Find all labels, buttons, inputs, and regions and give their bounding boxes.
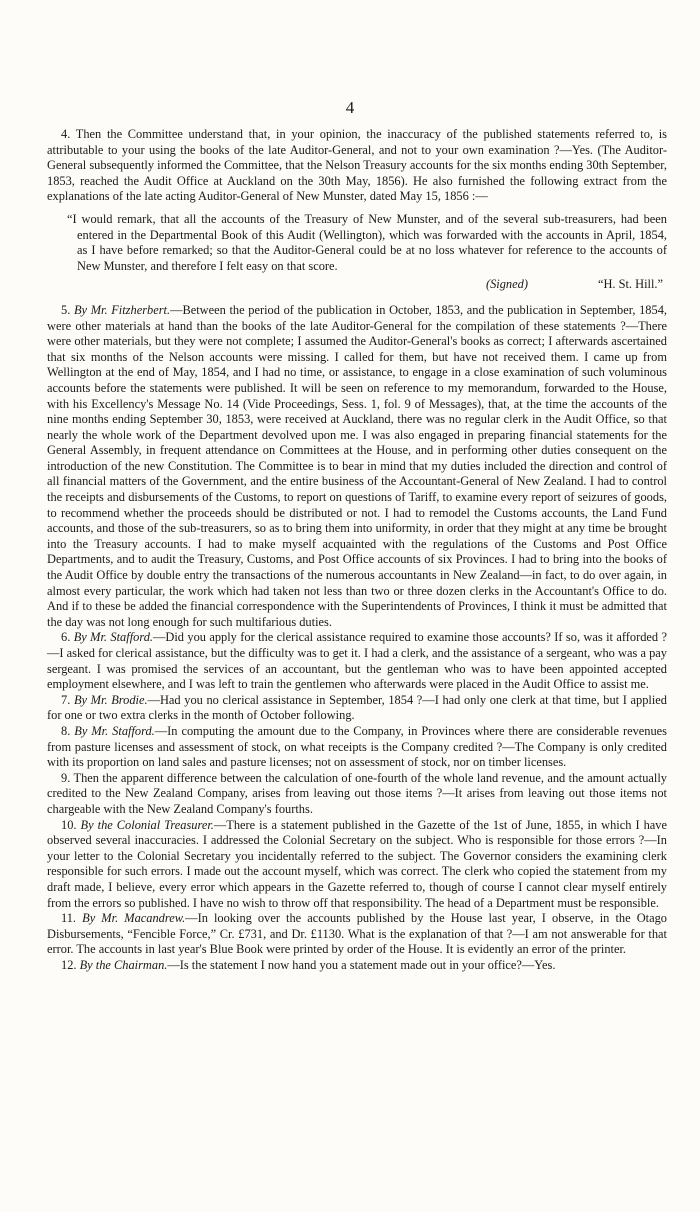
paragraph-7 [47, 693, 667, 724]
paragraph-number: 9. [61, 770, 71, 785]
paragraph-8 [47, 724, 667, 771]
speaker: By Mr. Stafford. [74, 723, 155, 738]
speaker: By Mr. Brodie. [73, 692, 148, 707]
paragraph-5 [47, 303, 667, 630]
signature-line [77, 277, 663, 293]
signed-label: (Signed) [485, 277, 528, 292]
paragraph-6 [47, 630, 667, 692]
paragraph-number: 5. [61, 302, 71, 317]
paragraph-12 [47, 958, 667, 974]
speaker: By Mr. Fitzherbert. [73, 302, 171, 317]
page-number: 4 [345, 98, 355, 117]
paragraph-9 [47, 771, 667, 818]
speaker: By Mr. Macandrew. [82, 911, 186, 926]
paragraph-text: —There is a statement published in the Gazette of the 1st of June, 1855, in which I have observed several inaccuracies. I addressed the Colonial Secretary on the subject. Who is responsible for those errors ?—In your letter to the Colonial Secretary you incidentally referred to the subject. The Governor considers the examining clerk responsible for such errors. I made out the account myself, which was correct. The clerk who copied the statement from my draft made, I believe, every error which appears in the Gazette referred to, though of course I cannot clear myself entirely from the errors so published. I have no wish to throw off that responsibility. The head of a Department must be responsible. [47, 817, 667, 910]
paragraph-text: Then the Committee understand that, in your opinion, the inaccuracy of the published statements referred to, is attributable to your using the books of the late Auditor-General, and not to your own examination ?—Yes. (The Auditor-General subsequently informed the Committee, that the Nelson Treasury accounts for the six months ending 30th September, 1853, reached the Audit Office at Auckland on the 30th May, 1856). He also furnished the following extract from the explanations of the late acting Auditor-General of New Munster, dated May 15, 1856 :— [47, 127, 667, 204]
paragraph-text: —Between the period of the publication in October, 1853, and the publication in September, 1854, were other materials at hand than the books of the late Auditor-General for the compilation of these statements ?—There were other materials, but they were not complete; I assumed the Auditor-General's books as correct; I afterwards ascertained that six months of the Nelson accounts were missing. I called for them, but have not received them. I came up from Wellington at the end of May, 1854, and I had no time, or assistance, to engage in a close examination of such voluminous accounts before the statements were published. It will be seen on reference to my memorandum, forwarded to the House, with his Excellency's Message No. 14 (Vide Proceedings, Sess. 1, fol. 9 of Messages), that, at the time the accounts of the nine months ending September 30, 1853, were received at Auckland, there was no regular clerk in the Audit Office, so that nearly the whole work of the Department devolved upon me. I was also engaged in preparing financial statements for the General Assembly, in frequent attendance on Committees at the House, and in performing other duties consequent on the introduction of the new Constitution. The Committee is to bear in mind that my duties included the direction and control of all financial matters of the Government, and the entire business of the Accountant-General of New Zealand. I had to control the receipts and disbursements of the Customs, to report on questions of Tariff, to examine every report of seizures of goods, to recommend whether the proceeds should be distributed or not. I had to remodel the Customs accounts, the Land Fund accounts, and those of the sub-treasurers, so as to bring them into uniformity, in order that they might at any time be brought into the Treasury accounts. I had to make myself acquainted with the regulations of the Customs and Post Office Departments, and to audit the Treasury, Customs, and Post Office accounts of six Provinces. I had to bring into the books of the Audit Office by double entry the transactions of the numerous accountants in New Zealand—in fact, to do over again, in almost every particular, the work which had taken not less than two or three dozen clerks in the Accountant's Office to do. And if to these be added the financial correspondence with the Superintendents of Provinces, I think it must be admitted that the day was not long enough for such multifarious duties. [47, 302, 667, 629]
speaker: By the Colonial Treasurer. [80, 817, 214, 832]
paragraph-number: 6. [61, 630, 71, 645]
paragraph-10 [47, 818, 667, 912]
paragraph-text: —Had you no clerical assistance in September, 1854 ?—I had only one clerk at that time, but I applied for one or two extra clerks in the month of October following. [47, 692, 667, 723]
paragraph-number: 8. [61, 723, 71, 738]
paragraph-number: 10. [61, 817, 77, 832]
quotation-text: “I would remark, that all the accounts of the Treasury of New Munster, and of the several sub-treasurers, had been entered in the Departmental Book of this Audit (Wellington), which was forwarded with the accounts in April, 1854, as I have before remarked; so that the Auditor-General could be at no loss whatever for reference to the accounts of New Munster, and therefore I felt easy on that score. [67, 211, 667, 273]
speaker: By Mr. Stafford. [73, 630, 153, 645]
paragraph-number: 7. [61, 692, 71, 707]
paragraph-4 [47, 127, 667, 205]
paragraph-11 [47, 911, 667, 958]
speaker: By the Chairman. [79, 957, 168, 972]
paragraph-text: —In looking over the accounts published by the House last year, I observe, in the Otago Disbursements, “Fencible Force,” Cr. £731, and Dr. £1130. What is the explanation of that ?—I am not answerable for that error. The accounts in last year's Blue Book were printed by order of the House. It is evidently an error of the printer. [47, 911, 667, 957]
paragraph-number: 11. [61, 911, 77, 926]
paragraph-text: —Is the statement I now hand you a statement made out in your office?—Yes. [167, 957, 556, 972]
paragraph-number: 4. [61, 127, 71, 141]
paragraph-text: —In computing the amount due to the Company, in Provinces where there are considerable revenues from pasture licenses and assessment of stock, on what receipts is the Company credited ?—The Company is only credited with its proportion on land sales and pasture licenses; not on assessment of stock, nor on timber licenses. [47, 723, 667, 770]
paragraph-text: —Did you apply for the clerical assistance required to examine those accounts? If so, was it afforded ?—I asked for clerical assistance, but the difficulty was to get it. I had a clerk, and the assistance of a sergeant, who was a pay sergeant. I was promised the services of an accountant, but the gentleman who was to have been appointed accepted employment elsewhere, and I was left to train the gentlemen who afterwards were placed in the Audit Office to assist me. [47, 630, 668, 692]
paragraph-number: 12. [61, 957, 77, 972]
quotation [67, 211, 667, 293]
paragraph-text: Then the apparent difference between the calculation of one-fourth of the whole land revenue, and the amount actually credited to the New Zealand Company, arises from leaving out those items ?—It arises from leaving out those items not chargeable with the New Zealand Company's fourths. [47, 770, 668, 816]
signatory-name: “H. St. Hill.” [597, 277, 663, 292]
document-body [47, 95, 667, 973]
